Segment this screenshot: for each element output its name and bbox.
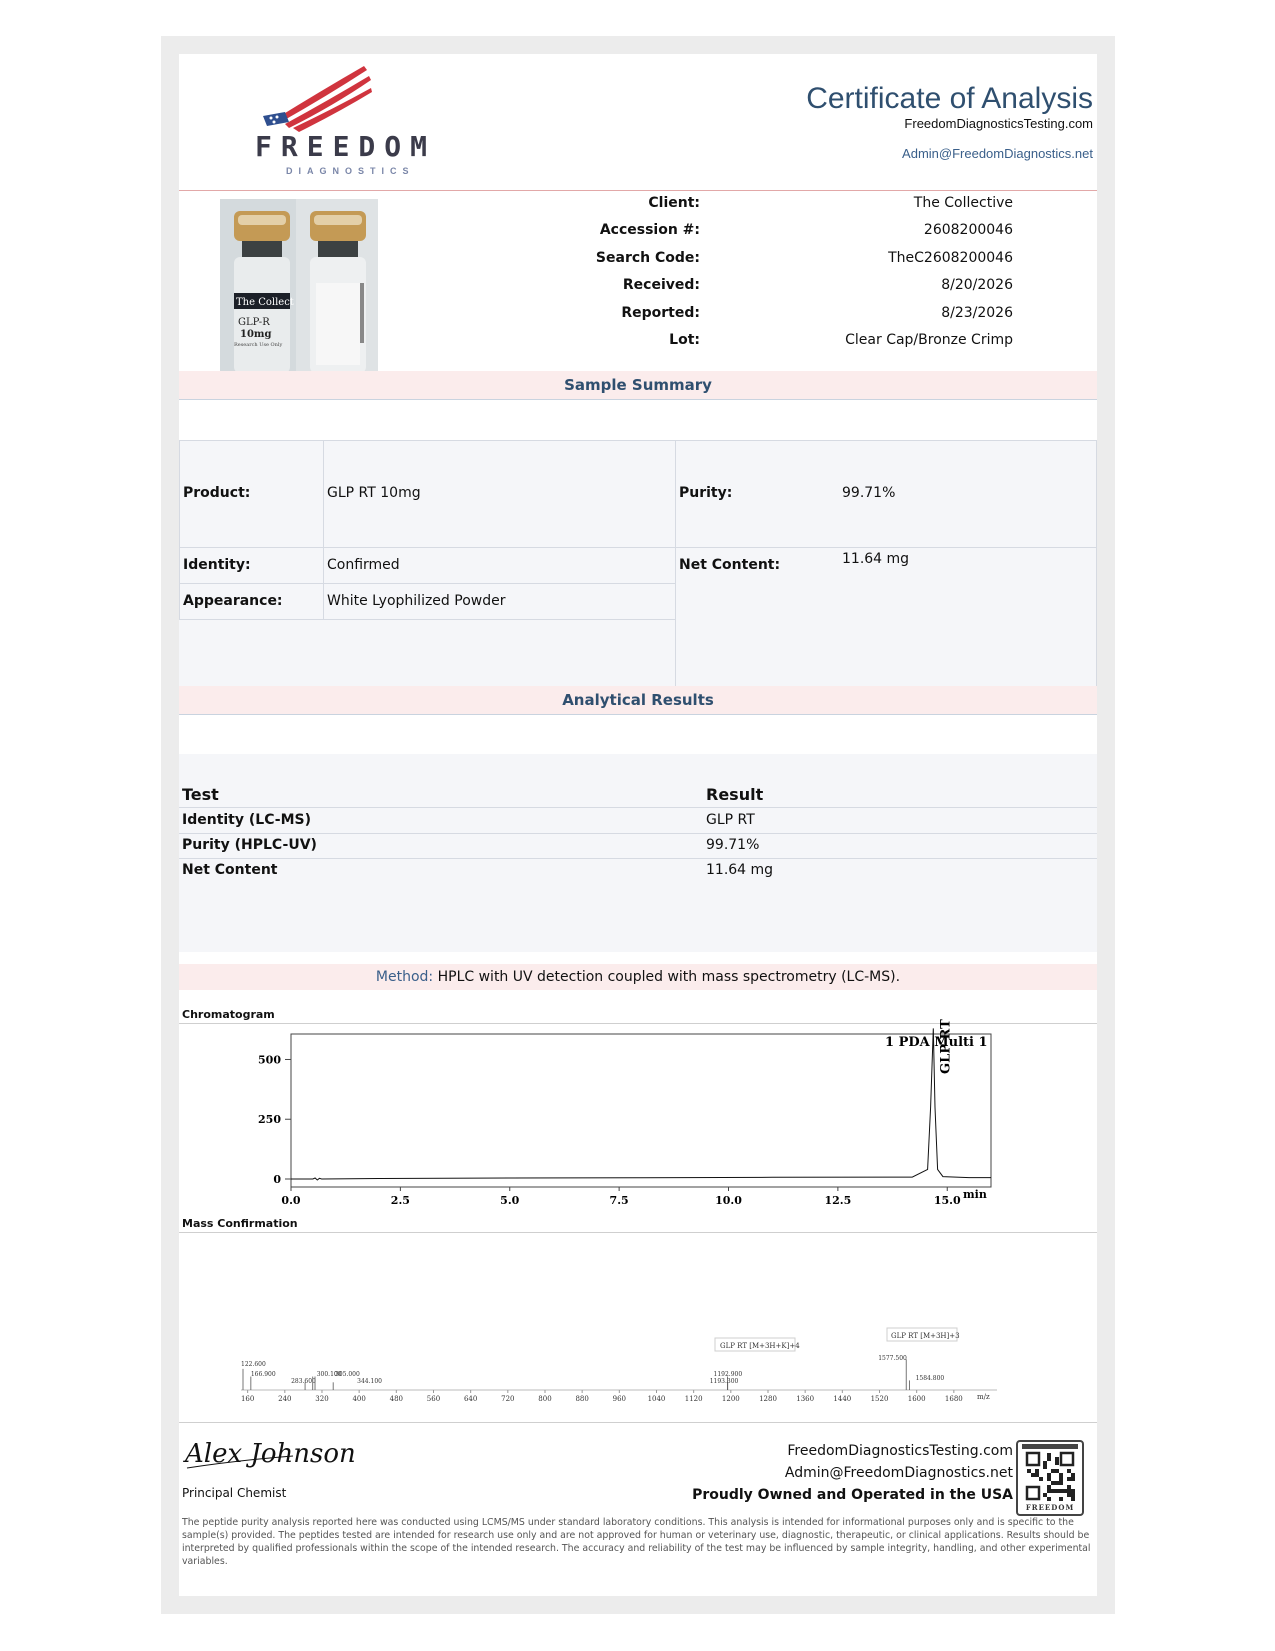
col-result-header: Result [706, 785, 764, 804]
client-label: Client: [648, 195, 700, 211]
results-divider [179, 833, 1097, 834]
client-row [179, 195, 1097, 215]
vial-label-brand: The Collect [236, 297, 294, 308]
footer-email[interactable]: Admin@FreedomDiagnostics.net [784, 1465, 1013, 1481]
chromatogram-title: 1 PDA Multi 1 [885, 1035, 988, 1050]
identity-label-cell [179, 547, 324, 584]
appearance-value-cell [323, 583, 676, 620]
x-tick-label: 1520 [870, 1395, 889, 1403]
received-value: 8/20/2026 [941, 277, 1013, 293]
reported-row [179, 305, 1097, 325]
qr-code-icon[interactable] [1016, 1440, 1084, 1516]
sample-summary-header [179, 371, 1097, 400]
lot-row [179, 332, 1097, 352]
x-tick-label: 560 [426, 1395, 441, 1403]
test-result: 99.71% [706, 837, 760, 853]
footer-tagline: Proudly Owned and Operated in the USA [692, 1487, 1013, 1503]
mass-confirmation-divider [179, 1232, 1097, 1233]
header-divider [179, 190, 1097, 191]
brand-name: FREEDOM [255, 130, 437, 163]
x-tick-label: 12.5 [824, 1194, 852, 1207]
x-tick-label: 240 [278, 1395, 292, 1403]
net-content-cell [675, 547, 1097, 693]
mass-confirmation-label: Mass Confirmation [182, 1217, 298, 1230]
mass-spectrum-chart [179, 1234, 1097, 1420]
peak-mz-label: 122.600 [241, 1361, 266, 1368]
x-tick-label: 400 [352, 1395, 366, 1403]
method-text: HPLC with UV detection coupled with mass spectrometry (LC-MS). [437, 969, 901, 985]
product-value: GLP RT 10mg [327, 485, 421, 501]
signature-text: Alex Johnson [185, 1439, 356, 1469]
test-name: Net Content [182, 862, 278, 878]
search-code-label: Search Code: [595, 250, 700, 266]
chromatogram-chart [179, 1019, 1097, 1212]
y-tick-label: 250 [258, 1113, 281, 1127]
lot-value: Clear Cap/Bronze Crimp [845, 332, 1013, 348]
search-code-row [179, 250, 1097, 270]
analytical-results-table [179, 754, 1097, 952]
vial-label-dose: 10mg [240, 329, 272, 340]
flag-swoosh-icon [219, 62, 399, 132]
reported-label: Reported: [621, 305, 700, 321]
x-tick-label: 7.5 [609, 1194, 629, 1207]
y-tick-label: 500 [258, 1053, 281, 1067]
test-name: Purity (HPLC-UV) [182, 837, 317, 853]
purity-cell [675, 440, 1097, 548]
x-tick-label: 1120 [684, 1395, 703, 1403]
peak-mz-label: 283.600 [291, 1378, 316, 1385]
footer-divider [179, 1422, 1097, 1423]
appearance-label-cell [179, 583, 324, 620]
x-tick-label: 640 [463, 1395, 478, 1403]
sample-summary-panel [179, 440, 1097, 706]
x-tick-label: 960 [612, 1395, 627, 1403]
net-content-value: 11.64 mg [842, 551, 910, 567]
mass-x-unit: m/z [977, 1393, 990, 1401]
peak-mz-label: 166.900 [250, 1371, 276, 1378]
brand-logo [219, 62, 437, 176]
x-tick-label: 320 [315, 1395, 329, 1403]
x-tick-label: 10.0 [715, 1194, 742, 1207]
chromatogram-frame [291, 1034, 991, 1187]
analytical-results-header [179, 686, 1097, 715]
certificate-page [179, 54, 1097, 1596]
purity-label: Purity: [679, 485, 733, 501]
x-tick-label: 0.0 [281, 1194, 301, 1207]
product-value-cell [323, 440, 676, 548]
search-code-value: TheC2608200046 [888, 250, 1013, 266]
net-content-label: Net Content: [679, 557, 781, 573]
sample-summary-title: Sample Summary [564, 376, 712, 394]
mass-annotation: GLP RT [M+3H]+3 [891, 1332, 960, 1340]
test-name: Identity (LC-MS) [182, 812, 312, 828]
col-test-header: Test [182, 785, 219, 804]
header-website[interactable]: FreedomDiagnosticsTesting.com [904, 116, 1093, 131]
vial-label-ruo: Research Use Only [234, 342, 283, 348]
vial-label-product: GLP-R [238, 317, 270, 328]
x-tick-label: 1200 [721, 1395, 740, 1403]
results-divider [179, 858, 1097, 859]
analytical-results-title: Analytical Results [562, 691, 714, 709]
brand-subtitle: DIAGNOSTICS [286, 166, 415, 176]
accession-value: 2608200046 [923, 222, 1013, 238]
chromatogram-divider [179, 1023, 1097, 1024]
lot-label: Lot: [669, 332, 700, 348]
mass-annotation: GLP RT [M+3H+K]+4 [720, 1342, 800, 1350]
peak-mz-label: 300.100 [316, 1371, 342, 1378]
x-tick-label: 1040 [647, 1395, 666, 1403]
test-result: 11.64 mg [706, 862, 774, 878]
x-tick-label: 1600 [907, 1395, 926, 1403]
client-value: The Collective [913, 195, 1013, 211]
y-tick-label: 0 [273, 1173, 281, 1186]
received-label: Received: [622, 277, 700, 293]
product-label-cell [179, 440, 324, 548]
x-tick-label: 800 [538, 1395, 552, 1403]
x-tick-label: 720 [501, 1395, 515, 1403]
reported-value: 8/23/2026 [941, 305, 1013, 321]
disclaimer-text: The peptide purity analysis reported here was conducted using LCMS/MS under standard laboratory conditions. This analysis is intended for informational purposes only and is specific to the sample(s) provided. The peptides tested are intended for research use only and are not approved for human or veterinary use, diagnostic, therapeutic, or clinical applications. Results should be interpreted by qualified professionals within the scope of the intended research. The accuracy and reliability of the test may be influenced by sample integrity, handling, and other experimental variables. [182, 1517, 1091, 1567]
appearance-label: Appearance: [183, 593, 283, 609]
x-tick-label: 1440 [833, 1395, 852, 1403]
x-tick-label: 160 [240, 1395, 255, 1403]
peak-mz-label: 305.000 [335, 1371, 360, 1378]
signature-image [181, 1430, 356, 1476]
x-tick-label: 5.0 [500, 1194, 520, 1207]
x-tick-label: 880 [575, 1395, 589, 1403]
signer-title: Principal Chemist [182, 1486, 287, 1500]
product-label: Product: [183, 485, 251, 501]
results-divider [179, 807, 1097, 808]
accession-row [179, 222, 1097, 242]
peak-mz-label: 344.100 [357, 1378, 382, 1385]
test-result: GLP RT [706, 812, 755, 828]
peak-mz-label: 1192.900 [713, 1371, 743, 1378]
peak-label: GLP RT [938, 1019, 954, 1074]
x-tick-label: 1680 [944, 1395, 963, 1403]
peak-mz-label: 1577.500 [878, 1355, 907, 1362]
method-banner [179, 964, 1097, 990]
x-tick-label: 2.5 [390, 1194, 410, 1207]
chromatogram-label: Chromatogram [182, 1008, 275, 1021]
purity-value: 99.71% [842, 485, 896, 501]
header-email[interactable]: Admin@FreedomDiagnostics.net [902, 146, 1093, 161]
chromatogram-x-unit: min [963, 1188, 987, 1201]
appearance-value: White Lyophilized Powder [327, 593, 506, 609]
peak-mz-label: 1193.300 [709, 1378, 739, 1385]
x-tick-label: 15.0 [933, 1194, 961, 1207]
received-row [179, 277, 1097, 297]
accession-label: Accession #: [599, 222, 700, 238]
identity-value-cell [323, 547, 676, 584]
method-label: Method: [375, 969, 434, 985]
page-title: Certificate of Analysis [806, 82, 1093, 115]
footer-website[interactable]: FreedomDiagnosticsTesting.com [787, 1443, 1013, 1459]
identity-value: Confirmed [327, 557, 400, 573]
x-tick-label: 480 [389, 1395, 404, 1403]
x-tick-label: 1280 [759, 1395, 777, 1403]
identity-label: Identity: [183, 557, 251, 573]
x-tick-label: 1360 [796, 1395, 815, 1403]
qr-caption: FREEDOM [1025, 1503, 1075, 1512]
peak-mz-label: 1584.800 [915, 1375, 945, 1382]
